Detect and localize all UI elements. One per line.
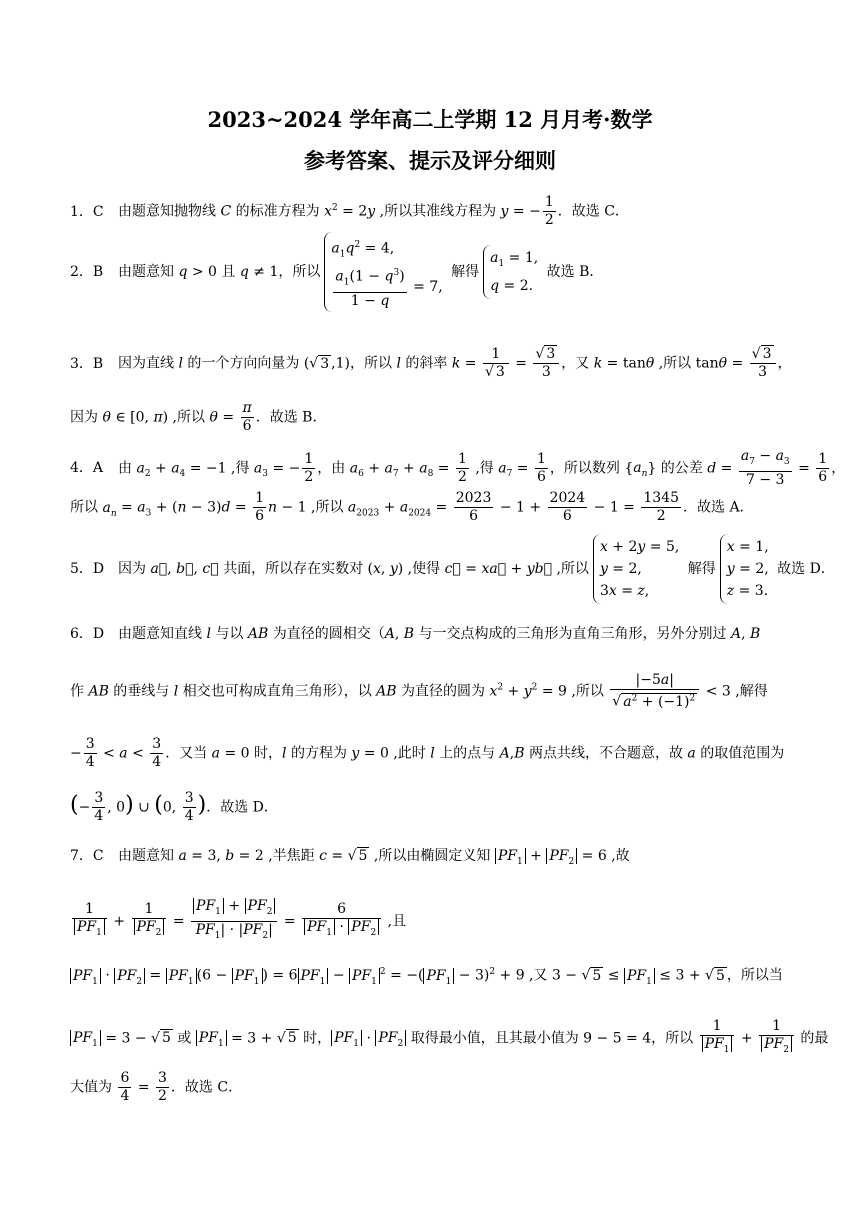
- answer-number: 1．C: [70, 203, 104, 220]
- page-subtitle: 参考答案、提示及评分细则: [304, 148, 556, 173]
- answer-4-cont: 所以 $a_n = a_3 + (n - 3)d$ = $\frac{1}{6}$ n − 1 ,所以 $a_{2023} + a_{2024}$ = $\frac{2023}{6}$ − 1 + $\frac{2024}{6}$ − 1 = $\frac{1345}{2}$ ．故选 A．: [70, 490, 754, 524]
- answer-6-cont3: (− $\frac{3}{4}$ , 0) ∪ (0, $\frac{3}{4}$ )．故选 D．: [70, 790, 278, 824]
- answer-4: 4．A 由 $a_2 + a_4 = -1$ ,得 $a_3$ = − $\frac{1}{2}$ ，由 $a_6 + a_7 + a_8$ = $\frac{1}{2}$ ,得 $a_7$ = $\frac{1}{6}$ ，所以数列 $\{a_n\}$ 的公差 d = $\frac{a_7 - a_3}{7 - 3}$ = $\frac{1}{6}$ ，: [70, 448, 846, 488]
- answer-3-cont: 因为 θ ∈ [0, π) ,所以 θ = $\frac{\pi}{6}$ ．故选 B．: [70, 400, 327, 434]
- answer-6: 6．D 由题意知直线 l 与以 AB 为直径的圆相交（A, B 与一交点构成的三角形为直角三角形，另外分别过 A, B: [70, 626, 761, 642]
- answer-7-cont2: $PF_1 \cdot PF_2 = PF_1$ ($6 - PF_1$ ) = 6 $PF_1 - PF_1^2$ = −( $PF_1 - 3)^2 + 9$ ,又 3 − √ $5 \le PF_1 \le 3$ + √ 5 ，所以当: [70, 962, 800, 991]
- answer-6-cont2: − $\frac{3}{4}$ < a < $\frac{3}{4}$ ．又当 a = 0 时，l 的方程为 y = 0 ,此时 l 上的点与 A,B 两点共线，不合题意，故 a 的取值范围为: [70, 736, 785, 770]
- page-title: 2023~2024 学年高二上学期 12 月月考·数学: [207, 107, 653, 132]
- answer-7-cont: $\frac{1}{PF_1}$ + $\frac{1}{PF_2}$ = $\frac{PF_1 + PF_2}{PF_1| \cdot |PF_2|}$ = $\frac{6}{PF_1 \cdot PF_2}$ ,且: [70, 898, 800, 945]
- answer-7: 7．C 由题意知 a = 3, b = 2 ,半焦距 c = √ 5 ,所以由椭圆定义知 $PF_1 + PF_2 = 6$ ,故: [70, 848, 630, 867]
- answer-2: 2．B 由题意知 q > 0 且 q ≠ 1，所以 $a_1q^2 = 4$, $\frac{a_1(1 - q^3)}{1 - q}$ = 7, 解得 $a_1 = 1$, q = 2. 故选 B．: [70, 232, 800, 312]
- answer-7-cont4: 大值为 $\frac{6}{4}$ = $\frac{3}{2}$ ．故选 C．: [70, 1070, 243, 1104]
- answer-3: 3．B 因为直线 l 的一个方向向量为 (√ 3 ,1)，所以 l 的斜率 k = $\frac{1}{√ 3}$ = $\frac{√ 3}{3}$ ，又 k = tanθ ,所以 tanθ = $\frac{√ 3}{3}$ ，: [70, 346, 792, 380]
- answer-number: 5．D: [70, 561, 105, 577]
- answer-number: 3．B: [70, 355, 104, 372]
- answer-number: 7．C: [70, 848, 104, 864]
- answer-7-cont3: $PF_1 = 3$ − √ 5 或 $PF_1 = 3$ + √ 5 时， $PF_1 \cdot PF_2$ 取得最小值，且其最小值为 9 − 5 = 4，所以 $\frac{1}{PF_1}$ + $\frac{1}{PF_2}$ 的最: [70, 1018, 800, 1059]
- answer-1: 1．C 由题意知抛物线 C 的标准方程为 $x^2 = 2y$ ,所以其准线方程为 y = − $\frac{1}{2}$ ．故选 C．: [70, 194, 629, 228]
- answer-number: 2．B: [70, 263, 104, 280]
- answer-number: 4．A: [70, 460, 104, 477]
- answer-6-cont: 作 AB 的垂线与 l 相交也可构成直角三角形），以 AB 为直径的圆为 $x^2 + y^2 = 9$ ,所以 $\frac{|-5a|}{√ a^2 + (-1)^2}$ < 3 ,解得: [70, 672, 768, 710]
- answer-number: 6．D: [70, 626, 105, 642]
- answer-5: 5．D 因为 a⃗, b⃗, c⃗ 共面，所以存在实数对 (x, y) ,使得 c⃗ = xa⃗ + yb⃗ ,所以 x + 2y = 5, y = 2, 3x = z, 解得 x = 1, y = 2, z = 3. 故选 D．: [70, 534, 800, 604]
